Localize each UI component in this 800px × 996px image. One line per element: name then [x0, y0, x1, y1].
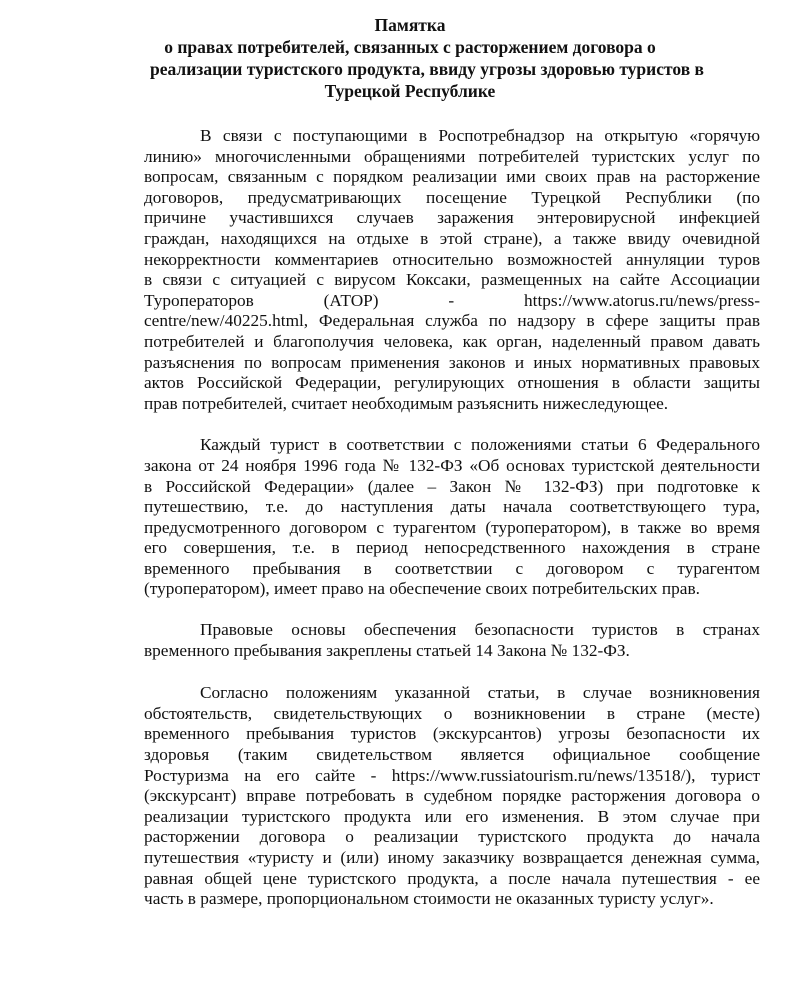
text-line: здоровья (таким свидетельством является официальное сообщение	[144, 745, 760, 765]
text-line: в связи с ситуацией с вирусом Коксаки, размещенных на сайте Ассоциации	[144, 270, 760, 290]
text-line: centre/new/40225.html, Федеральная служба по надзору в сфере защиты прав	[144, 311, 760, 331]
paragraph-1	[144, 126, 760, 414]
text-line: (туроператором), имеет право на обеспечение своих потребительских прав.	[144, 579, 700, 599]
text-line: закона от 24 ноября 1996 года № 132-ФЗ «Об основах туристской деятельности	[144, 455, 760, 475]
text-line: граждан, находящихся на отдыхе в этой стране), а также ввиду очевидной	[144, 228, 760, 248]
text-line: часть в размере, пропорциональном стоимости не оказанных туристу услуг».	[144, 889, 714, 909]
text-line: линию» многочисленными обращениями потребителей туристских услуг по	[144, 146, 760, 166]
text-line: вопросам, связанным с порядком реализации ими своих прав на расторжение	[144, 167, 760, 187]
document-title	[150, 14, 704, 102]
text-line: Согласно положениям указанной статьи, в случае возникновения	[200, 683, 760, 703]
text-line: расторжении договора о реализации туристского продукта до начала	[144, 827, 760, 847]
text-line: предусмотренного договором с турагентом (туроператором), в также во время	[144, 517, 760, 537]
text-line: В связи с поступающими в Роспотребнадзор на открытую «горячую	[200, 126, 760, 145]
document-body	[144, 126, 760, 910]
text-line: некорректности комментариев относительно возможностей аннуляции туров	[144, 249, 760, 269]
title-line: Турецкой Республике	[324, 81, 496, 101]
paragraph-3	[144, 620, 760, 661]
text-line: договоров, предусматривающих посещение Турецкой Республики (по	[144, 187, 760, 207]
text-line: реализации туристского продукта или его изменения. В этом случае при	[144, 806, 760, 826]
text-line: Туроператоров (АТОР) - https://www.atorus.ru/news/press-	[144, 290, 760, 310]
text-line: причине участившихся случаев заражения энтеровирусной инфекцией	[144, 208, 760, 228]
title-line: реализации туристского продукта, ввиду угрозы здоровью туристов в	[150, 59, 704, 79]
text-line: временного пребывания туристов (экскурсантов) угрозы безопасности их	[144, 724, 760, 744]
text-line: Ростуризма на его сайте - https://www.russiatourism.ru/news/13518/), турист	[144, 765, 760, 785]
text-line: путешествия «туристу и (или) иному заказчику возвращается денежная сумма,	[144, 848, 760, 867]
text-line: потребителей и благополучия человека, как орган, наделенный правом давать	[144, 331, 760, 351]
paragraph-4	[144, 683, 760, 910]
text-line: в Российской Федерации» (далее – Закон № 132-ФЗ) при подготовке к	[144, 476, 760, 496]
text-line: временного пребывания в соответствии с договором с турагентом	[144, 558, 760, 578]
text-line: временного пребывания закреплены статьей 14 Закона № 132-ФЗ.	[144, 640, 630, 660]
text-line: Каждый турист в соответствии с положениями статьи 6 Федерального	[200, 435, 760, 455]
text-line: обстоятельств, свидетельствующих о возникновении в стране (месте)	[144, 703, 760, 723]
text-line: путешествию, т.е. до наступления даты начала соответствующего тура,	[144, 497, 760, 517]
paragraph-2	[144, 435, 760, 600]
text-line: (экскурсант) вправе потребовать в судебном порядке расторжения договора о	[144, 786, 760, 806]
title-line: о правах потребителей, связанных с расторжением договора о	[164, 37, 656, 57]
text-line: Правовые основы обеспечения безопасности туристов в странах	[200, 620, 760, 640]
text-line: прав потребителей, считает необходимым разъяснить нижеследующее.	[144, 393, 669, 413]
text-line: актов Российской Федерации, регулирующих отношения в области защиты	[144, 373, 760, 393]
text-line: его совершения, т.е. в период непосредственного нахождения в стране	[144, 538, 760, 558]
text-line: разъяснения по вопросам применения законов и иных нормативных правовых	[144, 352, 760, 372]
title-line: Памятка	[374, 15, 446, 35]
text-line: равная общей цене туристского продукта, а после начала путешествия - ее	[144, 868, 760, 888]
